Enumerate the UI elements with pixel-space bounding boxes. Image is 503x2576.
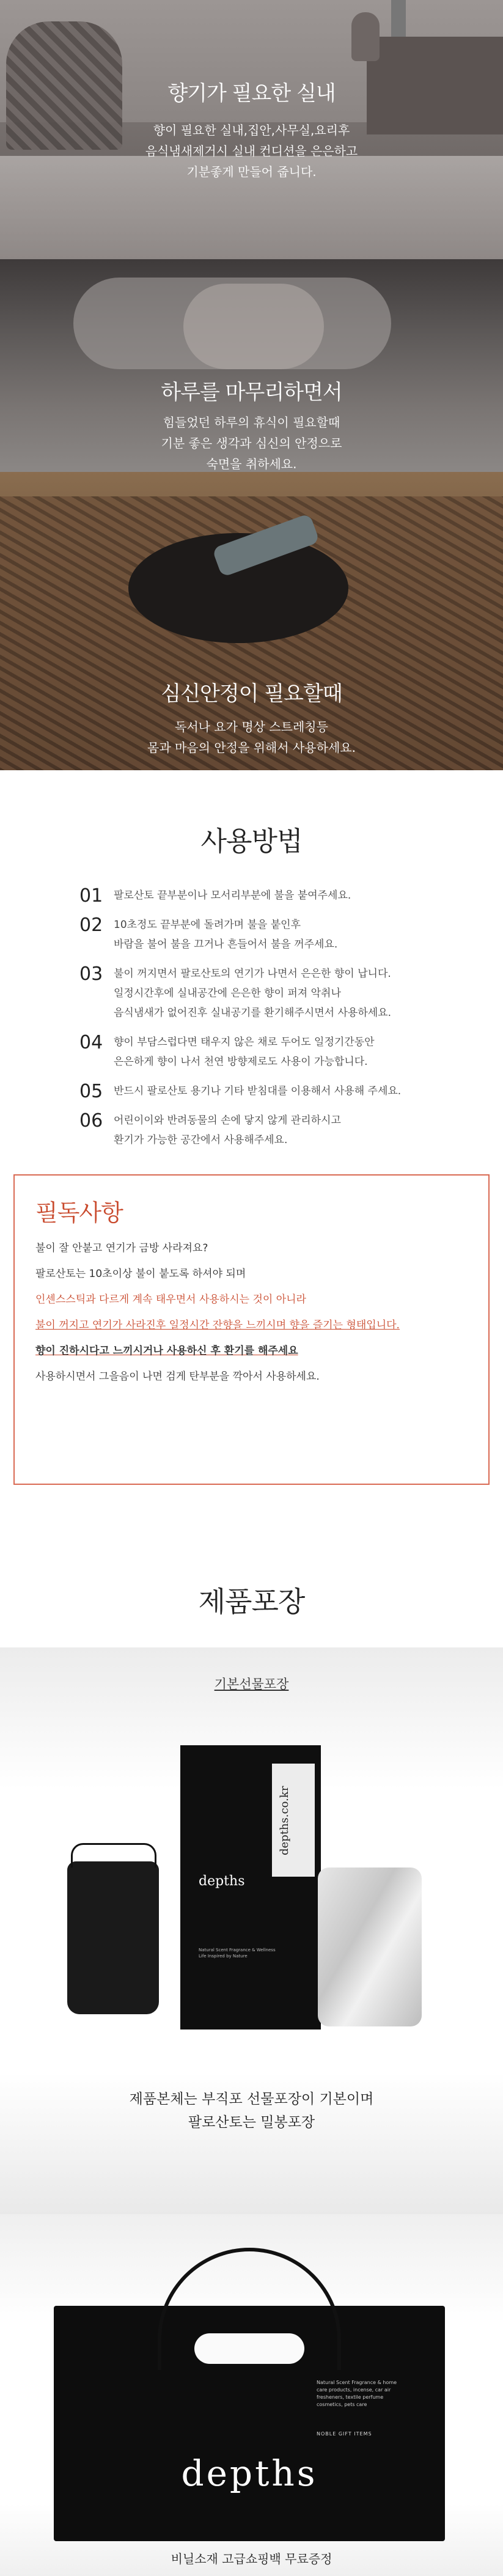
step-line: 바람을 불어 불을 끄거나 흔들어서 불을 꺼주세요. [114,938,338,951]
caption-line: 제품본체는 부직포 선물포장이 기본이며 [129,2091,374,2107]
shopbag-brand: depths [181,2453,318,2494]
panel-line: 기분좋게 만들어 줍니다. [186,164,317,179]
step-number: 01 [79,885,103,907]
step-number: 04 [79,1032,103,1053]
bag-fine-print: Natural Scent Fragrance & Wellness Life Inspired by Nature [199,1948,276,1959]
step-line: 불이 꺼지면서 팔로산토의 연기가 나면서 은은한 향이 납니다. [114,968,391,980]
usage-step [79,1034,458,1072]
shopbag-tag: NOBLE GIFT ITEMS [317,2431,372,2437]
warning-line: 불이 잘 안붙고 연기가 금방 사라져요? [35,1242,208,1254]
packaging-title: 제품포장 [198,1585,305,1618]
step-text [114,1111,341,1150]
panel-description [0,412,503,472]
panel-line: 몸과 마음의 안정을 위해서 사용하세요. [147,740,356,755]
panel-line: 음식냄새제거시 실내 컨디션을 은은하고 [145,144,358,158]
shopbag-caption: 비닐소재 고급쇼핑백 무료증정 [171,2552,332,2566]
warning-line-highlight: 인센스스틱과 다르게 계속 태우면서 사용하시는 것이 아니라 [35,1294,306,1306]
usage-title: 사용방법 [200,826,303,857]
step-line: 어린이이와 반려동물의 손에 닿지 않게 관리하시고 [114,1114,341,1127]
usage-step [79,1112,458,1150]
warning-line: 팔로산토는 10초이상 불이 붙도록 하셔야 되며 [35,1268,246,1280]
panel-line: 힘들었던 하루의 휴식이 필요할때 [163,415,340,430]
usage-step [79,887,458,905]
step-number: 02 [79,914,103,936]
panel-title: 향기가 필요한 실내 [167,81,336,106]
panel-title: 심신안정이 필요할때 [161,682,342,706]
step-text [114,886,351,905]
shopbag-fine-print: Natural Scent Fragrance & home care products, incense, car air fresheners, textile perfume cosmetics, pets care [317,2380,397,2407]
panel-line: 숙면을 취하세요. [206,457,297,471]
bag-label [272,1764,315,1877]
warning-line: 사용하시면서 그을음이 나면 검게 탄부분을 깍아서 사용하세요. [35,1371,320,1383]
panel-description [0,120,503,182]
step-line: 10초정도 끝부분에 돌려가며 불을 붙인후 [114,919,301,931]
packaging-subtitle-text: 기본선물포장 [214,1677,289,1691]
vase-image [391,0,406,37]
usage-steps [79,887,458,1150]
packaging-subtitle [0,1674,503,1693]
step-line: 향이 부담스럽다면 태우지 않은 채로 두어도 일정기간동안 [114,1036,375,1048]
step-text [114,915,337,954]
step-number: 05 [79,1081,103,1102]
warning-title: 필독사항 [35,1199,123,1226]
step-number: 06 [79,1110,103,1132]
step-text [114,964,391,1023]
product-bag-image [180,1745,321,2030]
step-line: 은은하게 향이 나서 천연 방향제로도 사용이 가능합니다. [114,1056,368,1068]
sleeping-person-image [183,284,324,369]
step-text [114,1081,401,1101]
packaging-gift-section [0,1647,503,2214]
step-number: 03 [79,963,103,985]
usage-step [79,916,458,954]
hero-panel-indoor [0,0,503,259]
foil-pack-image [318,1868,422,2026]
step-line: 환기가 가능한 공간에서 사용해주세요. [114,1134,288,1146]
step-text [114,1032,375,1072]
caption-line: 팔로산토는 밀봉포장 [188,2114,315,2130]
step-line: 일정시간후에 실내공간에 은은한 향이 퍼져 악취나 [114,987,341,999]
panel-title: 하루를 마무리하면서 [161,380,342,405]
usage-step [79,965,458,1023]
bag-label-text: depths.co.kr [278,1786,291,1855]
warning-line-emphasis: 향이 진하시다고 느끼시거나 사용하신 후 환기를 해주세요 [35,1345,298,1357]
packaging-shopbag-section [0,2214,503,2576]
bag-handle-hole [194,2333,304,2364]
panel-description [0,716,503,758]
warning-box [13,1174,490,1485]
drawstring-pouch-image [67,1861,159,2014]
panel-line: 기분 좋은 생각과 심신의 안정으로 [161,436,342,451]
hero-panel-calm [0,472,503,770]
usage-step [79,1083,458,1101]
step-line: 반드시 팔로산토 용기나 기타 받침대를 이용해서 사용해 주세요. [114,1085,402,1097]
bag-brand: depths [199,1874,245,1889]
packaging-caption [0,2088,503,2134]
shopping-bag-image [54,2306,445,2541]
step-line: 팔로산토 끝부분이나 모서리부분에 불을 붙여주세요. [114,889,351,902]
lamp-image [351,12,380,61]
usage-section [0,819,503,1509]
panel-line: 향이 필요한 실내,집안,사무실,요리후 [153,123,350,138]
drawstring-tie [71,1843,156,1868]
warning-line-highlight: 불이 꺼지고 연기가 사라진후 일정시간 잔향을 느끼시며 향을 즐기는 형태입니다. [35,1319,400,1331]
hero-panel-rest [0,259,503,472]
step-line: 음식냄새가 없어진후 실내공기를 환기해주시면서 사용하세요. [114,1007,391,1019]
panel-line: 독서나 요가 명상 스트레칭등 [175,719,328,734]
